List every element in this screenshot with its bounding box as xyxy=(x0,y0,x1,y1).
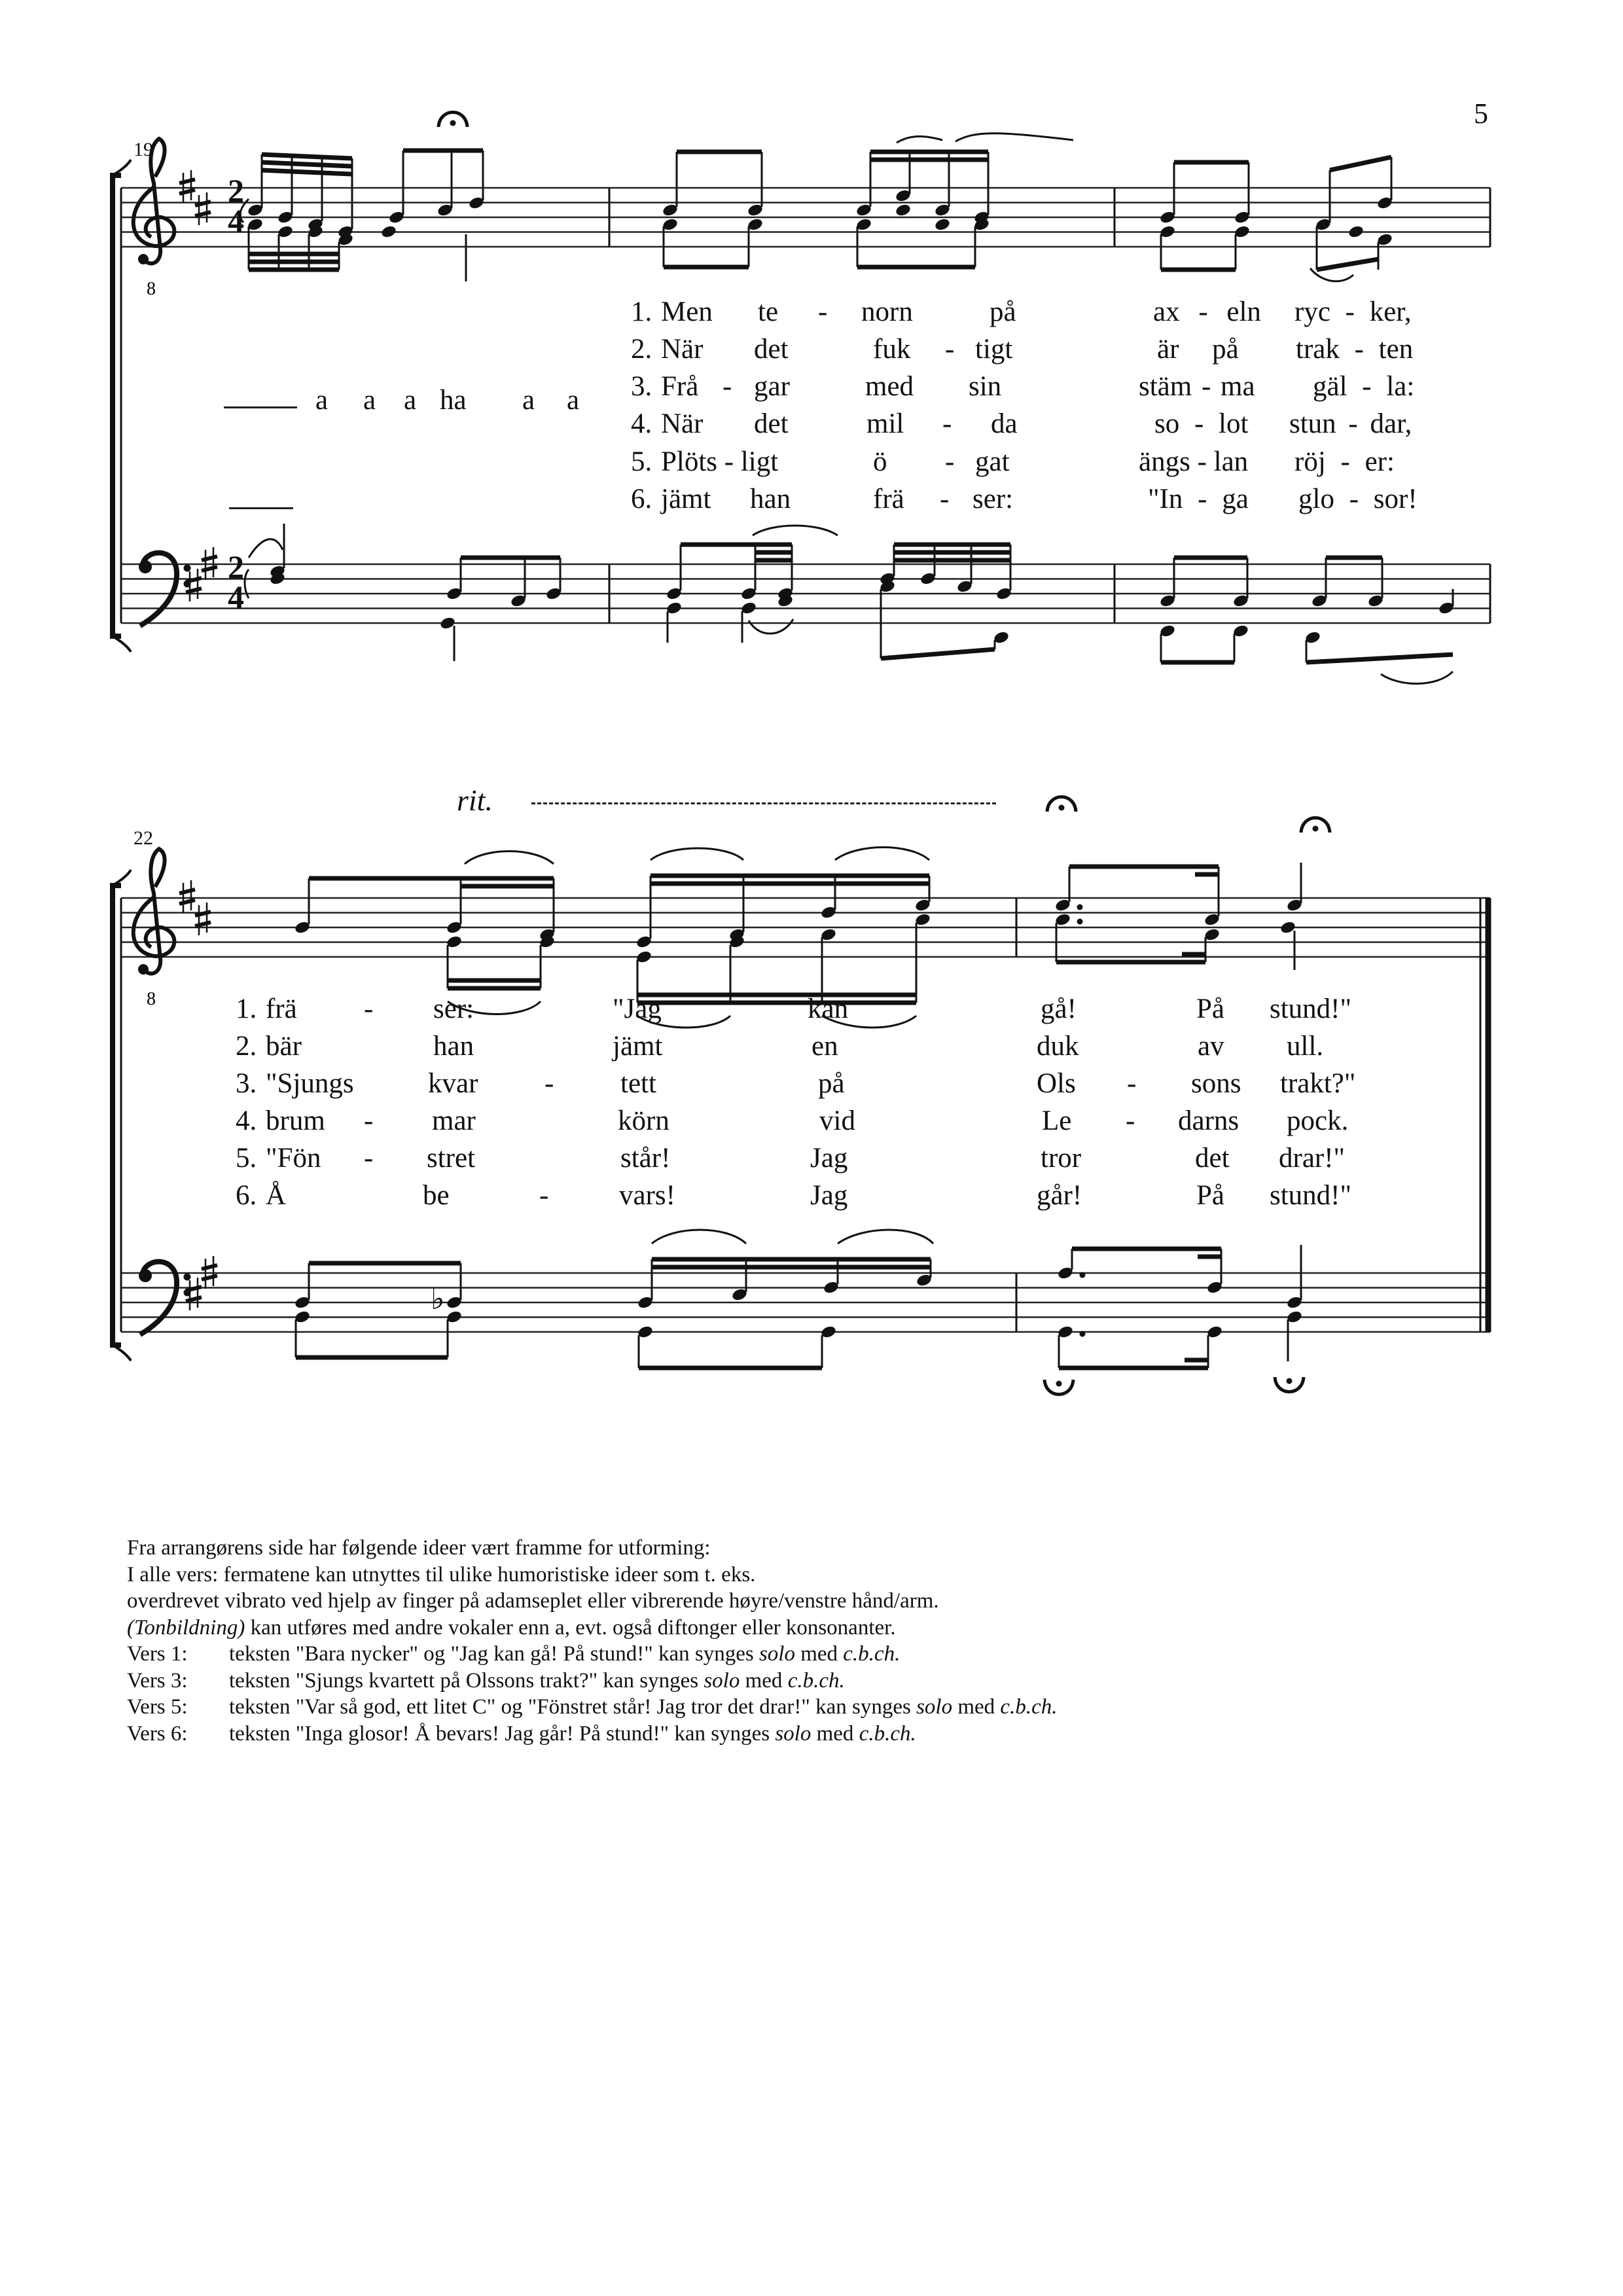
lyric: tigt xyxy=(975,334,1013,365)
svg-text:8: 8 xyxy=(147,989,156,1009)
lyric: mil xyxy=(866,408,904,439)
verse-number: 2. xyxy=(631,334,652,365)
lyric: Jag xyxy=(810,1143,848,1174)
lyric: ser: xyxy=(433,994,474,1024)
lyric: - xyxy=(940,484,950,514)
lyric: med xyxy=(865,371,914,402)
measure-number-22: 22 xyxy=(134,827,153,849)
lyric: jämt xyxy=(661,484,711,514)
lyric: kvar xyxy=(428,1068,478,1099)
lyric: sin xyxy=(969,371,1002,402)
lyric: - xyxy=(364,1105,374,1136)
lyric: darns xyxy=(1178,1105,1240,1136)
verse-number: 4. xyxy=(236,1105,257,1136)
lyric: gat xyxy=(975,446,1010,477)
lyric: trak - ten xyxy=(1296,334,1414,365)
lyric: norn xyxy=(861,296,913,327)
vocalise-extender-2 xyxy=(229,507,293,509)
tempo-mark-rit: rit. xyxy=(457,783,493,817)
lyric: Men xyxy=(661,296,713,327)
lyric: be xyxy=(423,1180,450,1211)
notes-all-verses: I alle vers: fermatene kan utnyttes til ulike humoristiske ideer som t. eks. xyxy=(127,1562,756,1587)
verse-number: 3. xyxy=(631,371,652,402)
notes-verse: Vers 6: teksten "Inga glosor! Å bevars! Jag går! På stund!" kan synges solo med c.b.ch. xyxy=(127,1721,916,1746)
treble-notes-m21 xyxy=(1159,157,1393,281)
svg-text:8: 8 xyxy=(147,279,156,299)
vocalise-extender xyxy=(224,406,297,408)
lyric: gå! xyxy=(1041,994,1077,1024)
lyric: pock. xyxy=(1287,1105,1349,1136)
lyric: det xyxy=(1195,1143,1230,1174)
lyric: frä xyxy=(873,484,904,514)
lyric: På xyxy=(1196,1180,1224,1211)
lyric: När xyxy=(661,334,704,365)
lyric: körn xyxy=(618,1105,669,1136)
lyric: ryc - ker, xyxy=(1294,296,1412,327)
lyric: stret xyxy=(427,1143,476,1174)
lyric: gar xyxy=(754,371,790,402)
lyric: kan xyxy=(808,994,849,1024)
lyric: da xyxy=(991,408,1018,439)
lyric: "In - ga xyxy=(1148,484,1249,514)
verse-number: 1. xyxy=(236,994,257,1024)
lyric: - xyxy=(722,371,732,402)
vocalise-syllable: a xyxy=(363,385,376,416)
time-signature-treble: 2 4 xyxy=(228,172,244,239)
notes-verse: Vers 1: teksten "Bara nycker" og "Jag kan gå! På stund!" kan synges solo med c.b.ch. xyxy=(127,1642,901,1666)
verse-number: 3. xyxy=(236,1068,257,1099)
lyric: - xyxy=(544,1068,554,1099)
lyric: vid xyxy=(819,1105,855,1136)
lyric: - xyxy=(818,296,828,327)
lyric: han xyxy=(433,1031,474,1062)
verse-number: 6. xyxy=(236,1180,257,1211)
lyric: är på xyxy=(1157,334,1239,365)
notes-verse: Vers 3: teksten "Sjungs kvartett på Olssons trakt?" kan synges solo med c.b.ch. xyxy=(127,1668,845,1693)
lyric: han xyxy=(750,484,791,514)
lyric: trakt?" xyxy=(1280,1068,1356,1099)
lyric: drar!" xyxy=(1279,1143,1346,1174)
lyric: - xyxy=(942,408,952,439)
lyric: Plöts - ligt xyxy=(661,446,779,477)
lyric: det xyxy=(754,408,789,439)
lyric: På xyxy=(1196,994,1224,1024)
lyric: - xyxy=(364,994,374,1024)
lyric: brum xyxy=(266,1105,325,1136)
bass-notes-m22-23 xyxy=(294,1230,1304,1395)
lyric: står! xyxy=(620,1143,671,1174)
verse-number: 1. xyxy=(631,296,652,327)
verse-number: 4. xyxy=(631,408,652,439)
octave-8-marker xyxy=(147,279,156,299)
notes-intro: Fra arrangørens side har følgende ideer vært framme for utforming: xyxy=(127,1536,711,1560)
lyric: so - lot xyxy=(1154,408,1249,439)
notes-verse: Vers 5: teksten "Var så god, ett litet C" og "Fönstret står! Jag tror det drar!" kan synges solo med c.b.ch. xyxy=(127,1695,1058,1719)
lyric: "Fön xyxy=(266,1143,321,1174)
verse-number: 5. xyxy=(236,1143,257,1174)
lyric: det xyxy=(754,334,789,365)
lyric: tror xyxy=(1041,1143,1082,1174)
lyric: röj - er: xyxy=(1294,446,1395,477)
lyric: Le xyxy=(1042,1105,1072,1136)
lyric: te xyxy=(758,296,779,327)
lyric: fuk xyxy=(873,334,911,365)
lyric: en xyxy=(812,1031,838,1062)
lyric: jämt xyxy=(613,1031,663,1062)
lyric: - xyxy=(945,334,955,365)
lyric: bär xyxy=(266,1031,302,1062)
lyric: ax - eln xyxy=(1153,296,1261,327)
lyric: ö xyxy=(873,446,887,477)
lyric: "Jag xyxy=(613,994,662,1024)
verse-number: 2. xyxy=(236,1031,257,1062)
lyric: stun - dar, xyxy=(1289,408,1412,439)
lyric: sons xyxy=(1191,1068,1241,1099)
lyric: frä xyxy=(266,994,297,1024)
notes-vibrato: overdrevet vibrato ved hjelp av finger på adamseplet eller vibrerende høyre/venstre hånd/arm. xyxy=(127,1589,939,1613)
lyric: - xyxy=(1127,1068,1137,1099)
lyric: glo - sor! xyxy=(1298,484,1418,514)
time-signature-bass: 2 4 xyxy=(228,548,244,615)
measure-number-19: 19 xyxy=(134,139,153,160)
lyric: - xyxy=(364,1143,374,1174)
lyric: ull. xyxy=(1287,1031,1324,1062)
vocalise-syllable: a xyxy=(315,385,329,416)
page-number: 5 xyxy=(1474,98,1488,130)
lyric: vars! xyxy=(619,1180,675,1211)
lyric: ängs - lan xyxy=(1139,446,1249,477)
lyric: När xyxy=(661,408,704,439)
lyric: ser: xyxy=(972,484,1014,514)
lyric: tett xyxy=(620,1068,656,1099)
lyric: "Sjungs xyxy=(266,1068,354,1099)
lyric: på xyxy=(990,296,1016,327)
verse-number: 6. xyxy=(631,484,652,514)
notes-tonbildning: (Tonbildning) kan utføres med andre vokaler enn a, evt. også diftonger eller konsonanter. xyxy=(127,1615,896,1640)
verse-number: 5. xyxy=(631,446,652,477)
lyric: - xyxy=(1126,1105,1135,1136)
lyric: mar xyxy=(432,1105,476,1136)
treble-notes-m19 xyxy=(240,113,485,282)
vocalise-syllable: a xyxy=(522,385,535,416)
lyric: stund!" xyxy=(1270,994,1352,1024)
vocalise-syllable: a xyxy=(567,385,580,416)
flat-sign: ♭ xyxy=(431,1282,445,1316)
lyric: av xyxy=(1198,1031,1224,1062)
lyric: - xyxy=(539,1180,549,1211)
vocalise-syllable: a xyxy=(404,385,417,416)
bass-notes-m19-21 xyxy=(245,524,1455,684)
lyric: stund!" xyxy=(1270,1180,1352,1211)
lyric: stäm - ma xyxy=(1139,371,1255,402)
lyric: Å xyxy=(266,1180,287,1211)
performance-notes xyxy=(127,1535,1501,1747)
lyric: Jag xyxy=(810,1180,848,1211)
lyric: gäl - la: xyxy=(1313,371,1415,402)
lyric: går! xyxy=(1037,1180,1082,1211)
lyric: duk xyxy=(1037,1031,1079,1062)
rit-extension-line xyxy=(531,802,996,804)
lyric: - xyxy=(945,446,955,477)
vocalise-syllable: ha xyxy=(440,385,467,416)
lyric: på xyxy=(818,1068,845,1099)
lyric: Frå xyxy=(661,371,699,402)
lyric: Ols xyxy=(1037,1068,1076,1099)
